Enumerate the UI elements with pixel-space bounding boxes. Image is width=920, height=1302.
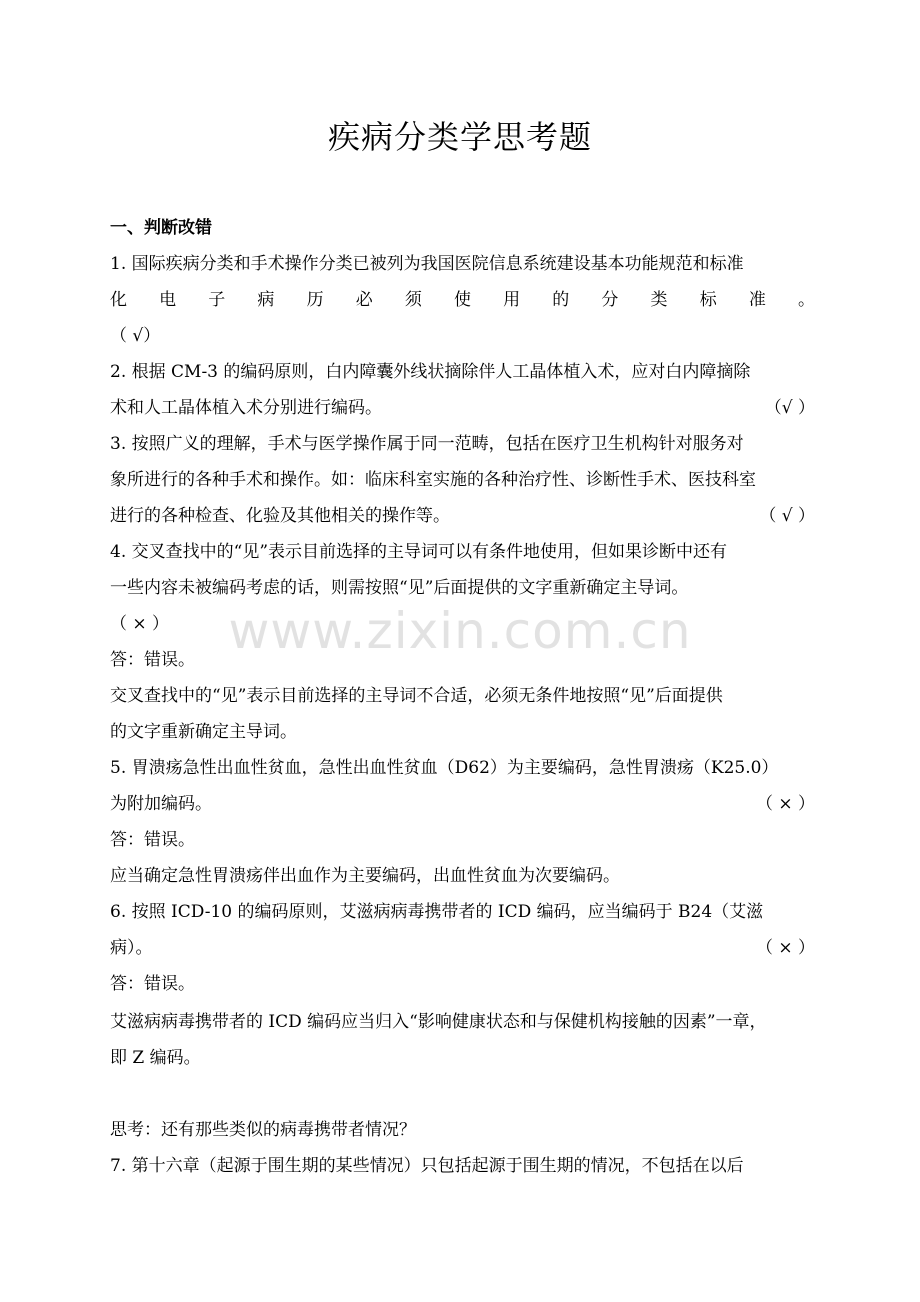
question-4-mark: （ × ） bbox=[110, 614, 170, 634]
question-1-mark: （ √） bbox=[110, 326, 161, 346]
question-1-line-2-char: 使 bbox=[453, 290, 471, 310]
question-1-line-2-char: 标 bbox=[699, 290, 717, 310]
question-3-line-1: 3. 按照广义的理解，手术与医学操作属于同一范畴，包括在医疗卫生机构针对服务对 bbox=[110, 434, 744, 454]
question-1-line-2-char: 须 bbox=[404, 290, 422, 310]
question-2-line-2: 术和人工晶体植入术分别进行编码。 bbox=[110, 398, 382, 418]
question-1-line-2-char: 准 bbox=[748, 290, 766, 310]
question-2-line-1: 2. 根据 CM-3 的编码原则，白内障囊外线状摘除伴人工晶体植入术，应对白内障摘除 bbox=[110, 362, 751, 382]
question-6-line-2: 病）。 bbox=[110, 938, 153, 958]
page-title: 疾病分类学思考题 bbox=[327, 118, 592, 156]
think-prompt: 思考：还有那些类似的病毒携带者情况？ bbox=[110, 1120, 416, 1140]
question-3-mark: （ √ ） bbox=[759, 506, 815, 526]
question-1-line-2-char: 分 bbox=[601, 290, 619, 310]
question-2-mark: （√ ） bbox=[764, 398, 815, 418]
question-1-line-2-char: 历 bbox=[306, 290, 324, 310]
question-4-answer: 答：错误。 bbox=[110, 650, 195, 670]
question-1-line-2-char: 病 bbox=[257, 290, 275, 310]
question-1-line-2-char: 必 bbox=[355, 290, 373, 310]
question-1-line-2-char: 用 bbox=[503, 290, 521, 310]
watermark: www.zixin.com.cn bbox=[228, 602, 692, 660]
question-1-line-2-char: 化 bbox=[110, 290, 127, 310]
question-6-explain-2: 即 Z 编码。 bbox=[110, 1048, 201, 1068]
question-1-line-2-char: 电 bbox=[159, 290, 177, 310]
question-5-line-2: 为附加编码。 bbox=[110, 794, 212, 814]
question-6-answer: 答：错误。 bbox=[110, 974, 195, 994]
question-6-explain-1: 艾滋病病毒携带者的 ICD 编码应当归入“影响健康状态和与保健机构接触的因素”一章， bbox=[110, 1012, 767, 1032]
question-1-line-1: 1. 国际疾病分类和手术操作分类已被列为我国医院信息系统建设基本功能规范和标准 bbox=[110, 254, 744, 274]
question-6-mark: （ × ） bbox=[755, 938, 815, 958]
question-5-mark: （ × ） bbox=[755, 794, 815, 814]
question-5-line-1: 5. 胃溃疡急性出血性贫血，急性出血性贫血（D62）为主要编码，急性胃溃疡（K25.0） bbox=[110, 758, 779, 778]
question-1-line-2-char: 。 bbox=[797, 290, 815, 310]
question-4-explain-1: 交叉查找中的“见”表示目前选择的主导词不合适，必须无条件地按照“见”后面提供 bbox=[110, 686, 723, 706]
question-4-line-1: 4. 交叉查找中的“见”表示目前选择的主导词可以有条件地使用，但如果诊断中还有 bbox=[110, 542, 728, 562]
question-1-line-2-char: 子 bbox=[208, 290, 226, 310]
question-7-line-1: 7. 第十六章（起源于围生期的某些情况）只包括起源于围生期的情况，不包括在以后 bbox=[110, 1156, 744, 1176]
question-1-line-2-char: 类 bbox=[650, 290, 668, 310]
question-3-line-2: 象所进行的各种手术和操作。如：临床科室实施的各种治疗性、诊断性手术、医技科室 bbox=[110, 470, 756, 490]
question-5-explain-1: 应当确定急性胃溃疡伴出血作为主要编码，出血性贫血为次要编码。 bbox=[110, 866, 620, 886]
question-4-line-2: 一些内容未被编码考虑的话，则需按照“见”后面提供的文字重新确定主导词。 bbox=[110, 578, 689, 598]
question-1-line-2 bbox=[110, 288, 815, 312]
question-3-line-3: 进行的各种检查、化验及其他相关的操作等。 bbox=[110, 506, 450, 526]
question-1-line-2-char: 的 bbox=[552, 290, 570, 310]
question-4-explain-2: 的文字重新确定主导词。 bbox=[110, 722, 297, 742]
section-heading: 一、判断改错 bbox=[110, 218, 212, 238]
question-6-line-1: 6. 按照 ICD-10 的编码原则，艾滋病病毒携带者的 ICD 编码，应当编码于 B24（艾滋 bbox=[110, 902, 764, 922]
question-5-answer: 答：错误。 bbox=[110, 830, 195, 850]
